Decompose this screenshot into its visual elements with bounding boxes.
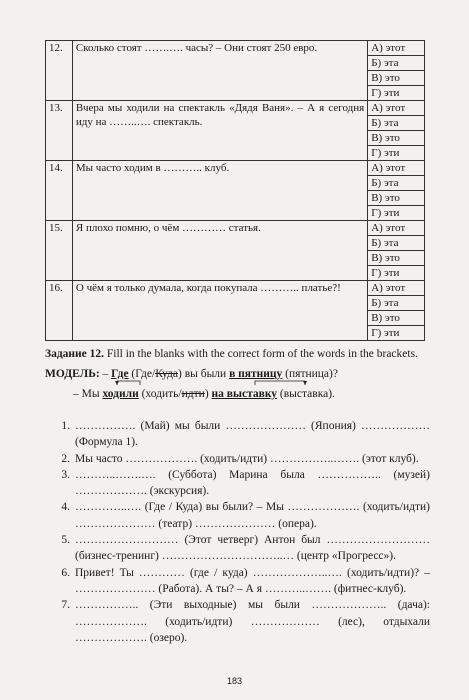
arrow-head [303,381,307,385]
item-number: 5. [61,534,70,547]
item-number: 7. [61,599,70,612]
arrow-line [255,381,305,385]
answer-option: В) это [368,251,425,266]
item-number: 6. [61,566,70,579]
table-row [46,101,425,116]
model-dash: – Мы [73,388,103,400]
answer-option: Б) эта [368,236,425,251]
exercise-item [45,532,430,565]
model-label: МОДЕЛЬ: [45,368,100,380]
answer-option: А) этот [368,221,425,236]
arrow-head [115,381,119,385]
table-row [46,281,425,296]
exercise-item [45,418,430,451]
table-row [46,221,425,236]
answer-option: Б) эта [368,56,425,71]
answer-option: А) этот [368,281,425,296]
model-struck-word: идти [181,388,205,400]
item-text: ……………………… (Этот четверг) Антон был ……………………… (бизнес-тренинг) …………………………..… (центр «Прогресс»). [75,534,430,563]
answer-option: Г) эти [368,146,425,161]
model-answer-friday: в пятницу [229,368,283,380]
model-hint-part: (пятница)? [282,368,338,380]
model-hint-part: ) [204,388,212,400]
answer-option: В) это [368,311,425,326]
exercise-item [45,451,430,467]
answer-option: В) это [368,131,425,146]
task-heading [45,346,430,362]
item-number: 3. [61,468,70,481]
answer-option: А) этот [368,161,425,176]
question-text: Я плохо помню, о чём ………… статья. [72,221,367,281]
task-instruction: Fill in the blanks with the correct form of the words in the brackets. [104,348,418,360]
exercise-item [45,597,430,646]
exercise-table-body [46,41,425,341]
model-answer-exhibition: на выставку [211,388,278,400]
exercise-item [45,499,430,532]
table-row [46,161,425,176]
item-number: 2. [61,452,70,465]
question-text: Мы часто ходим в ……….. клуб. [72,161,367,221]
question-number: 15. [46,221,73,281]
answer-option: А) этот [368,101,425,116]
item-text: Мы часто ………………. (ходить/идти) ……………..……. (этот клуб). [75,452,419,465]
model-connector-arrows [45,368,430,408]
question-text: Сколько стоят …….…. часы? – Они стоят 250 евро. [72,41,367,101]
question-number: 12. [46,41,73,101]
item-text: ………..…….…. (Суббота) Марина была …………….. (музей) ………………. (экскурсия). [75,468,430,498]
answer-option: Г) эти [368,266,425,281]
answer-option: В) это [368,71,425,86]
question-text: Вчера мы ходили на спектакль «Дядя Ваня». – А я сегодня иду на ……..…. спектакль. [72,101,367,161]
answer-option: В) это [368,191,425,206]
question-number: 14. [46,161,73,221]
arrow-line [117,381,140,385]
model-hint-part: (выставка). [277,388,335,400]
exercise-item [45,467,430,500]
model-answer-where: Где [111,368,129,380]
model-dash: – [99,368,112,380]
model-hint-part: (Где/ [128,368,156,380]
answer-option: Б) эта [368,176,425,191]
answer-option: Г) эти [368,326,425,341]
exercise-table [45,40,425,341]
exercise-items [45,418,430,646]
exercise-item [45,565,430,598]
item-text: …………….. (Эти выходные) мы были ……………….. (дача): ………………. (ходить/идти) ……………… (лес), отдыхали ………………. (озеро). [75,599,430,644]
model-answer-went: ходили [102,388,139,400]
model-hint-part: ) вы были [177,368,230,380]
question-number: 13. [46,101,73,161]
question-text: О чём я только думала, когда покупала ……….. платье?! [72,281,367,341]
task-label: Задание 12. [45,348,104,360]
item-number: 4. [61,501,70,514]
item-text: Привет! Ты ………… (где / куда) ………………..…. (ходить/идти)? – ………………… (Работа). А ты? – А я ………..……. (фитнес-клуб). [75,566,430,595]
table-row [46,41,425,56]
answer-option: Б) эта [368,296,425,311]
model-struck-word: Куда [155,368,178,380]
item-text: …………..…. (Где / Куда) вы были? – Мы ………………. (ходить/идти) ………………… (театр) ………………… (опера). [75,501,430,530]
page-number: 183 [226,676,243,686]
answer-option: Г) эти [368,206,425,221]
answer-option: Г) эти [368,86,425,101]
item-number: 1. [61,420,70,432]
answer-option: А) этот [368,41,425,56]
model-hint-part: (ходить/ [138,388,182,400]
question-number: 16. [46,281,73,341]
item-text: ……………. (Май) мы были ………………… (Япония) ……………… (Формула 1). [75,420,430,449]
answer-option: Б) эта [368,116,425,131]
